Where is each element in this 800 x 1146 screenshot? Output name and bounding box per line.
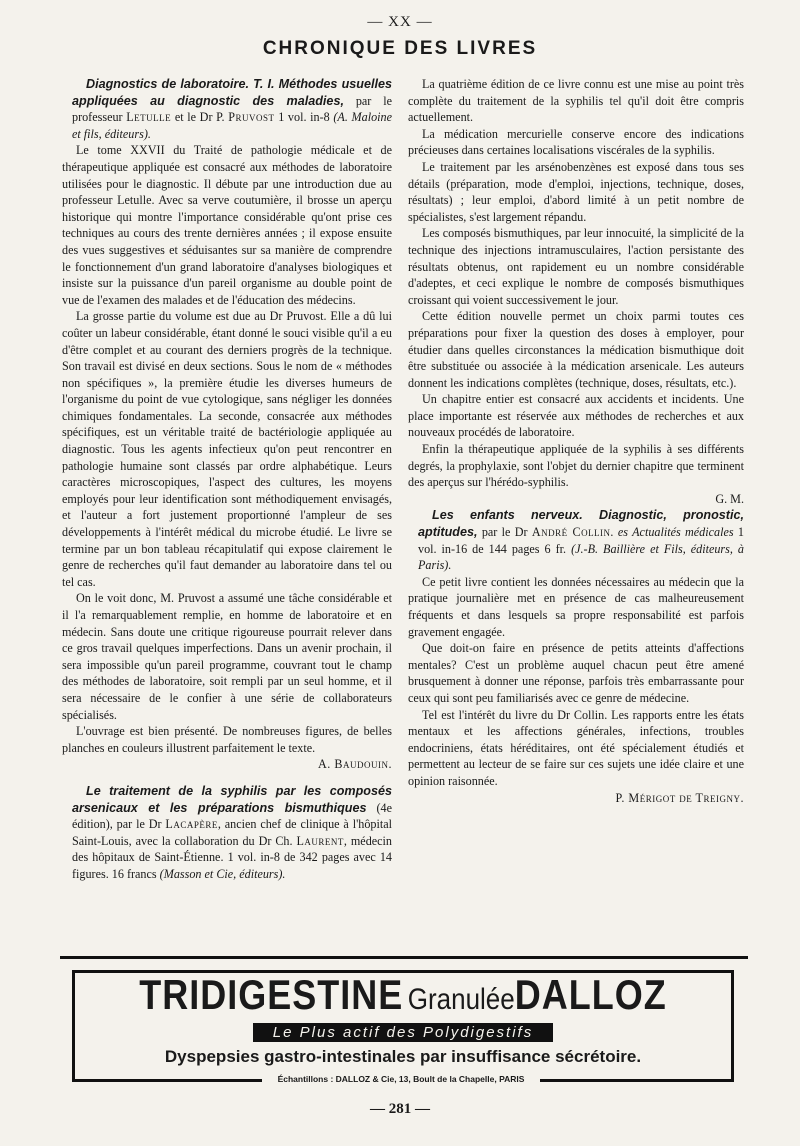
- review1-heading: [62, 76, 392, 142]
- review2-publisher: (Masson et Cie, éditeurs).: [159, 866, 286, 881]
- review3-signature: P. Mérigot de Treigny.: [615, 790, 744, 805]
- review1-author1: Letulle: [126, 110, 172, 125]
- review3-heading: [408, 507, 744, 573]
- review1-title: Diagnostics de laboratoire. T. I. Méthodes usuelles appliquées au diagnostic des maladies,: [72, 77, 392, 108]
- advert-claim: Dyspepsies gastro-intestinales par insuffisance sécrétoire.: [164, 1047, 642, 1066]
- review1-authors-mid: et le Dr P.: [174, 110, 225, 125]
- review2-paragraph: Un chapitre entier est consacré aux accidents et incidents. Une place importante est réservée aux méthodes de recherches et aux nouveaux procédés de laboratoire.: [408, 392, 744, 440]
- advert-brand-maker: DALLOZ: [514, 970, 667, 1018]
- review1-publisher: (A. Maloine et fils, éditeurs).: [72, 110, 392, 141]
- review2-paragraph: La médication mercurielle conserve encore des indications précieuses dans certaines localisations viscérales de la syphilis.: [408, 126, 744, 158]
- review2-details2: , médecin des hôpitaux de Saint-Étienne. 1 vol. in-8 de 342 pages avec 14 figures. 16 francs: [72, 833, 392, 881]
- review2-edition: (4e édition), par le Dr: [72, 800, 392, 832]
- review3-publisher: (J.-B. Baillière et Fils, éditeurs, à Paris).: [418, 541, 744, 573]
- review3-series: . es Actualités médicales: [610, 525, 734, 540]
- review3-author: André Collin: [531, 525, 611, 540]
- bottom-folio: — 281 —: [370, 1101, 430, 1117]
- review3-title: Les enfants nerveux. Diagnostic, pronostic, aptitudes,: [418, 508, 744, 540]
- review1-paragraph: Le tome XXVII du Traité de pathologie médicale et de thérapeutique appliquée est consacré aux méthodes de laboratoire utilisées pour le diagnostic. Il débute par une introduction due au professeur Letulle. Avec sa verve coutumière, il brosse un aperçu historique qui montre l'importance considérable qu'ont prise ces techniques au cours des trente dernières années ; il expose ensuite des vues suggestives et séduisantes sur sa manière de comprendre le fonctionnement d'un grand laboratoire d'analyses biologiques et insiste sur la puissance d'un pareil organisme au double point de vue de l'examen des malades et de l'éducation des médecins.: [62, 143, 392, 307]
- review2-paragraph: Les composés bismuthiques, par leur innocuité, la simplicité de la technique des injections intramusculaires, l'action persistante des résultats obtenus, ont rapidement eu un nombre considérable d'adeptes, et ceci explique le nombre de composés bismuthiques croissant qui voient successivement le jour.: [408, 226, 744, 307]
- review2-details: , ancien chef de clinique à l'hôpital Saint-Louis, avec la collaboration du Dr Ch.: [72, 817, 392, 848]
- review1-authors-pre: par le professeur: [72, 93, 392, 125]
- review2-title: Le traitement de la syphilis par les composés arsenicaux et les préparations bismuthiques: [72, 783, 392, 815]
- section-title: CHRONIQUE DES LIVRES: [262, 38, 538, 59]
- advert-brand: [75, 970, 731, 1018]
- review1-paragraph: On le voit donc, M. Pruvost a assumé une tâche considérable et il l'a remarquablement remplie, en homme de laboratoire et en médecin. Sans doute une critique rigoureuse pourrait relever dans ce gros travail quelques imperfections. Dans un avenir prochain, il sera impossible qu'un pareil programme, couvrant tout le champ des méthodes de laboratoire, soit rempli par un seul homme, et il sera nécessaire de le confier à une série de collaborateurs spécialisés.: [62, 591, 392, 722]
- review2-coauthor: Laurent: [296, 833, 344, 848]
- review2-paragraph: Le traitement par les arsénobenzènes est exposé dans tous ses détails (préparation, mode d'emploi, injections, technique, doses, résultats) ; leur emploi, d'abord limité à un petit nombre de spécialistes, s'est largement répandu.: [408, 159, 744, 224]
- review1-author2: Pruvost: [228, 110, 275, 125]
- review3-paragraph: Que doit-on faire en présence de petits atteints d'affections mentales? C'est un problème auquel chacun peut être amené brusquement à donner une réponse, parfois très embarrassante pour ceux qui sont peu familiarisés avec ce genre de médecine.: [408, 641, 744, 705]
- review2-signature: G. M.: [715, 491, 744, 506]
- advert-tagline: Le Plus actif des Polydigestifs: [253, 1023, 553, 1042]
- top-folio: — XX —: [367, 14, 433, 30]
- review2-paragraph: La quatrième édition de ce livre connu est une mise au point très complète du traitement de la syphilis tel qu'il doit être compris actuellement.: [408, 77, 744, 125]
- review3-paragraph: Tel est l'intérêt du livre du Dr Collin. Les rapports entre les états mentaux et les affections générales, infections, troubles endocriniens, états héréditaires, ont été spécialement étudiés et permettent au lecteur de se faire sur ces sujets une idée claire et une opinion raisonnée.: [408, 707, 744, 788]
- advert-box: [72, 970, 734, 1082]
- right-column: [408, 76, 744, 806]
- review3-authors-pre: par le Dr: [481, 525, 528, 540]
- review2-heading: [62, 783, 392, 883]
- review2-paragraph: Enfin la thérapeutique appliquée de la syphilis à ses différents degrés, la prophylaxie, sont l'objet du dernier chapitre que terminent des aperçus sur l'hérédo-syphilis.: [408, 442, 744, 490]
- review2-author: Lacapère: [165, 817, 218, 832]
- advert-address: Échantillons : DALLOZ & Cie, 13, Boult de la Chapelle, PARIS: [262, 1074, 540, 1084]
- review1-paragraph: L'ouvrage est bien présenté. De nombreuses figures, de belles planches en couleurs illustrent parfaitement le texte.: [62, 724, 392, 755]
- left-column: [62, 76, 392, 883]
- review3-paragraph: Ce petit livre contient les données nécessaires au médecin que la pratique journalière met en présence de cas malheureusement fréquents et dans lesquels sa propre responsabilité est parfois gravement engagée.: [408, 574, 744, 639]
- advert-brand-main: TRIDIGESTINE: [139, 970, 404, 1018]
- review1-signature: A. Baudouin.: [318, 757, 392, 772]
- review2-paragraph: Cette édition nouvelle permet un choix parmi toutes ces préparations pour fixer la question des doses à employer, pour étudier dans quelles circonstances la médication bismuthique doit être substituée ou associée à la médication arsenicale. Les auteurs donnent les indications complètes (technique, doses, résultats, etc.).: [408, 309, 744, 390]
- review1-details: 1 vol. in-8: [278, 110, 330, 125]
- review3-details: 1 vol. in-16 de 144 pages 6 fr.: [418, 525, 744, 556]
- review1-paragraph: La grosse partie du volume est due au Dr Pruvost. Elle a dû lui coûter un labeur considérable, étant donné le souci visible qu'il a eu d'être complet et au courant des derniers progrès de la technique. Son travail est divisé en deux sections. Sous le nom de « méthodes non spécifiques », la première étudie les diverses humeurs de l'organisme du point de vue cytologique, sans négliger les données chimiques fondamentales. La seconde, consacrée aux méthodes spécifiques, est un véritable traité de bactériologie appliquée au diagnostic. Tous les agents infectieux qu'on peut rencontrer en pathologie humaine sont classés par ordre alphabétique. Leurs caractères microscopiques, l'aspect des cultures, les moyens employés pour leur identification sont méthodiquement envisagés, et l'auteur a fort justement proportionné l'ampleur de ses développements à l'intérêt médical du microbe étudié. Le livre se termine par un bon tableau récapitulatif qui expose clairement le genre de recherches qu'il faut demander au laboratoire dans tel ou tel cas.: [62, 309, 392, 589]
- advert-brand-granulee: Granulée: [407, 981, 515, 1016]
- advert-top-rule: [60, 956, 748, 959]
